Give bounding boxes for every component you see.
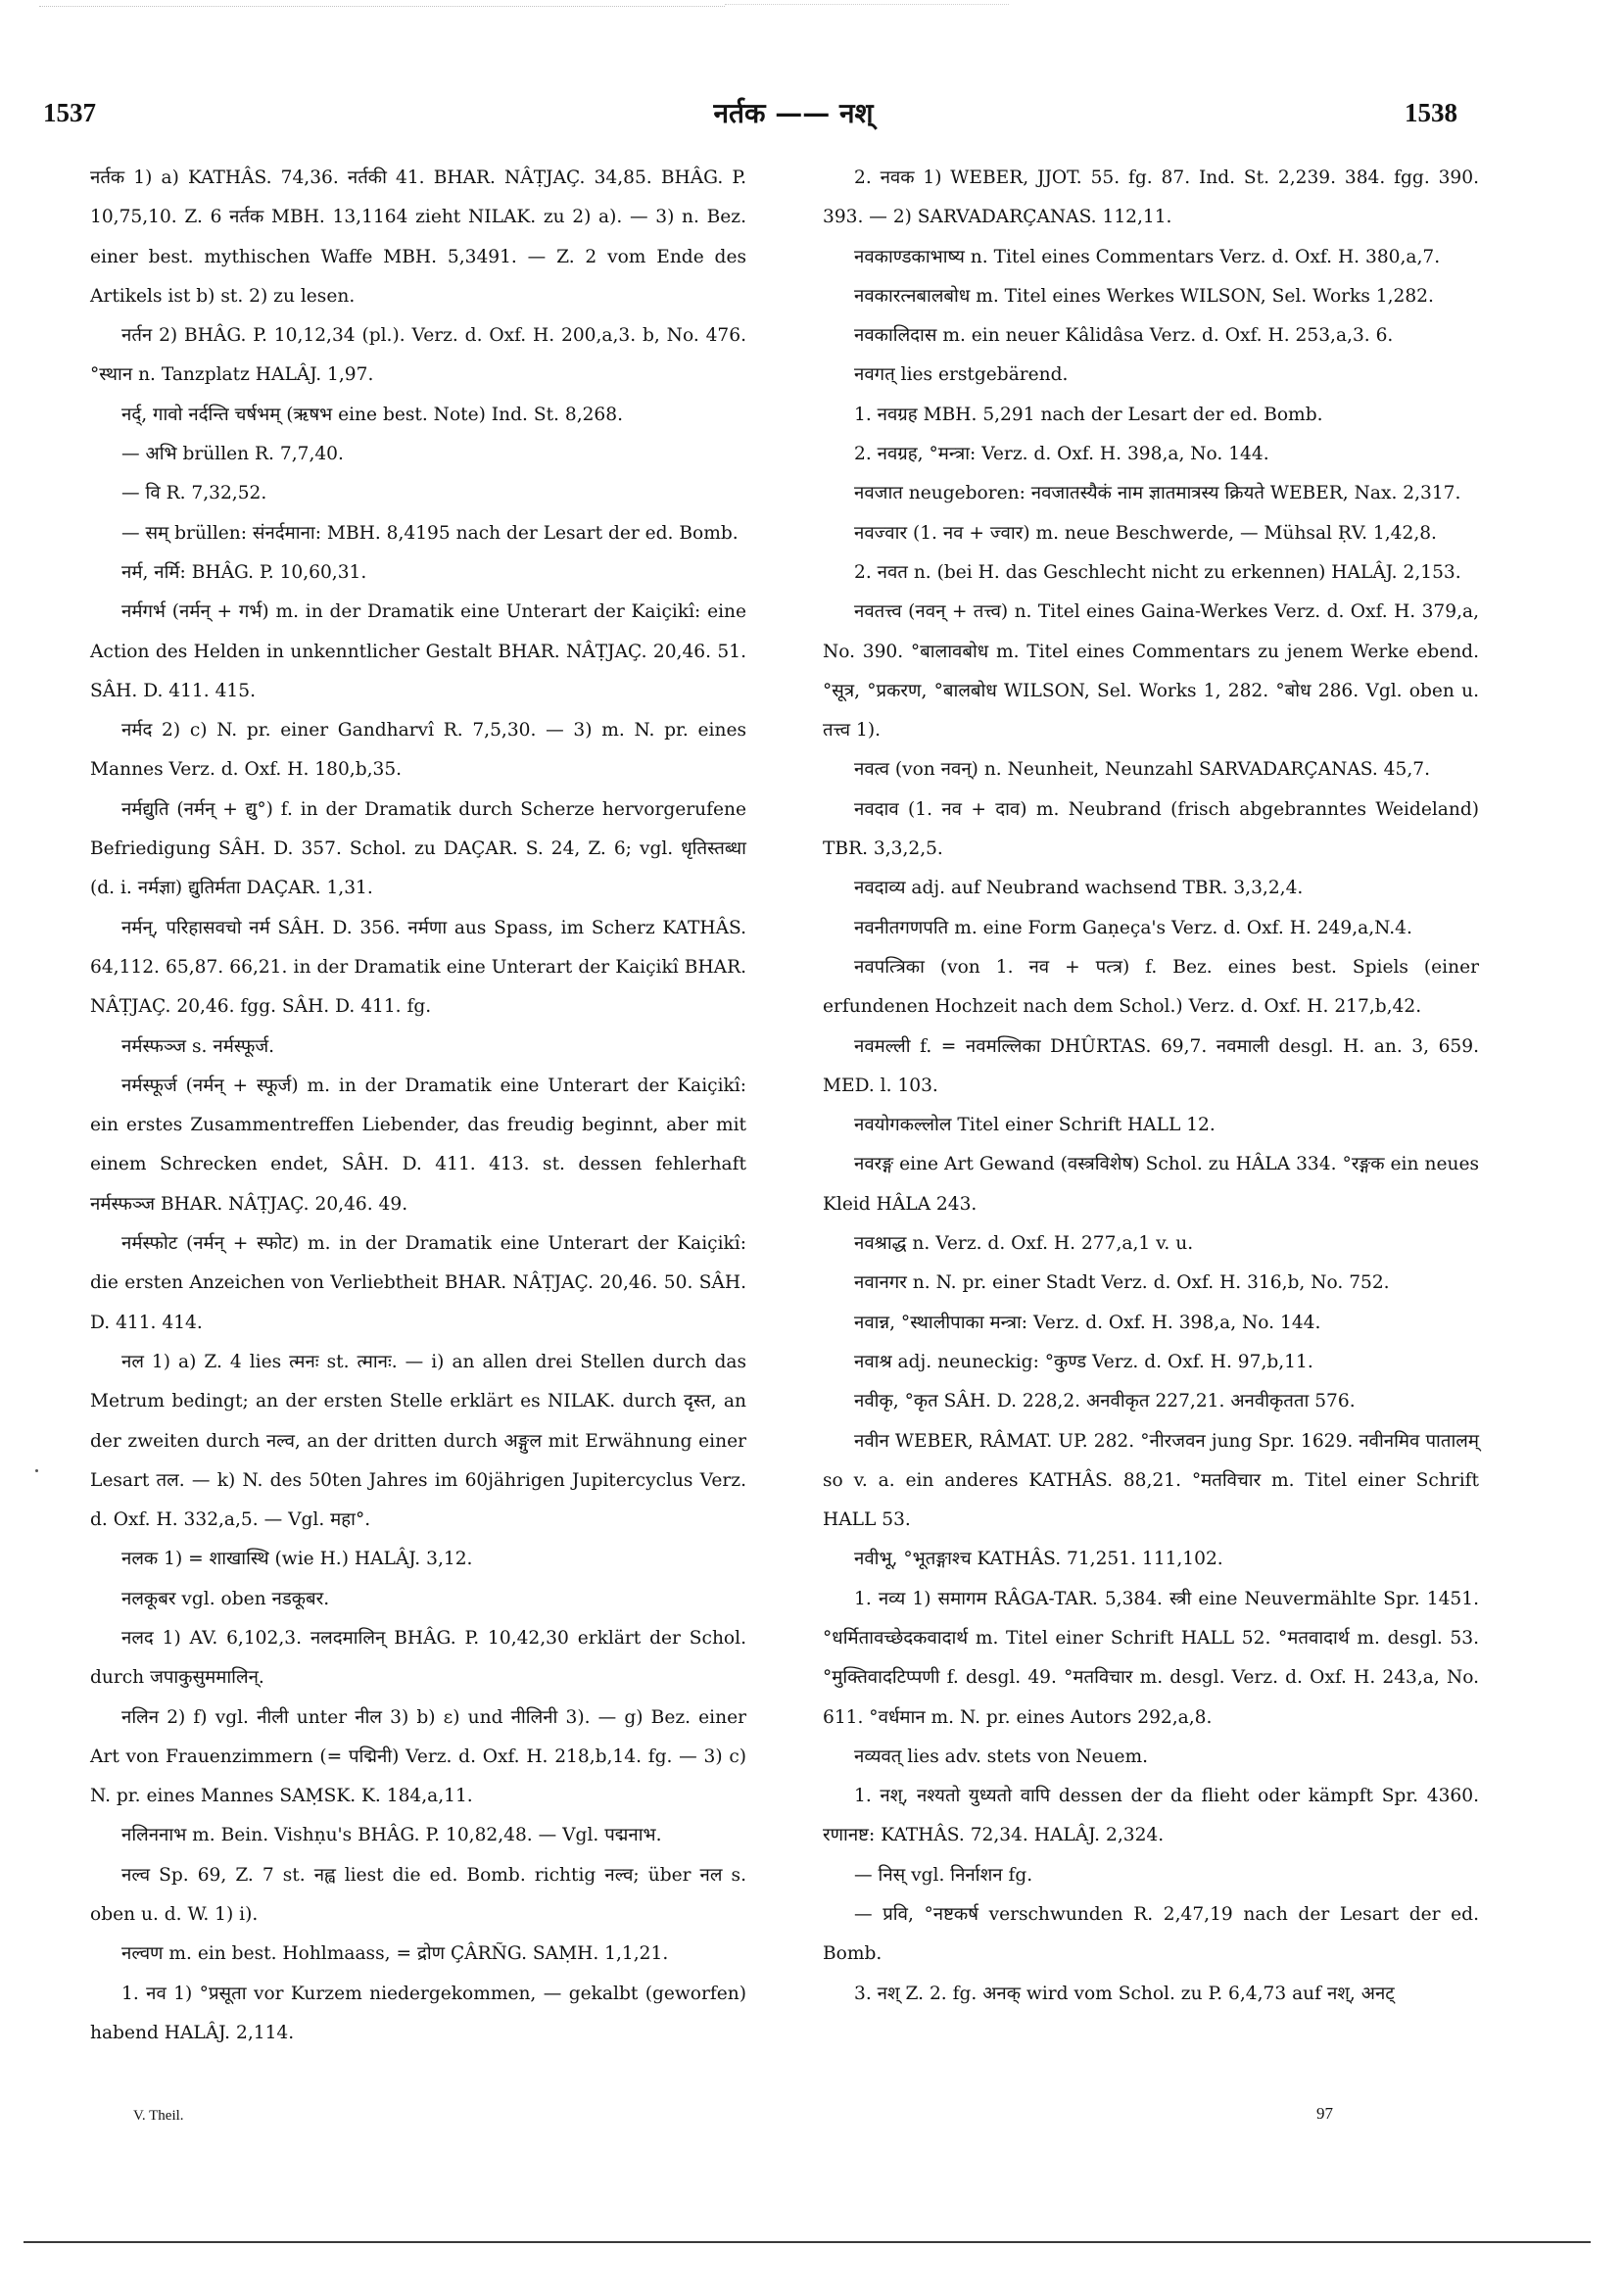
dictionary-entry: नर्मस्फञ्ज s. नर्मस्फूर्ज. <box>121 1035 275 1057</box>
scan-artifact <box>39 6 725 11</box>
dictionary-entry: 3. नश् Z. 2. fg. अनक् wird vom Schol. zu P. 6,4,73 auf नश्, अनट् <box>854 1983 1395 2004</box>
left-column <box>90 159 746 2053</box>
dictionary-entry: नवकालिदास m. ein neuer Kâlidâsa Verz. d. Oxf. H. 253,a,3. 6. <box>854 325 1394 347</box>
sheet-number: 97 <box>1316 2104 1333 2123</box>
right-column <box>823 159 1479 2014</box>
dictionary-entry: — सम् brüllen: संनर्दमाना: MBH. 8,4195 nach der Lesart der ed. Bomb. <box>121 522 739 544</box>
dictionary-entry: — अभि brüllen R. 7,7,40. <box>121 444 344 465</box>
dictionary-entry: — प्रवि, °नष्टकर्ष verschwunden R. 2,47,19 nach der Lesart der ed. Bomb. <box>823 1904 1479 1965</box>
dictionary-entry: नलकूबर vgl. oben नडकूबर. <box>121 1588 330 1609</box>
dictionary-entry: नवदाव्य adj. auf Neubrand wachsend TBR. 3,3,2,4. <box>854 878 1304 899</box>
dictionary-entry: नवमल्ली f. = नवमल्लिका DHÛRTAS. 69,7. नवमाली desgl. H. an. 3, 659. MED. l. 103. <box>823 1035 1479 1096</box>
dictionary-entry: नवत्व (von नवन्) n. Neunheit, Neunzahl SARVADARÇANAS. 45,7. <box>854 759 1430 781</box>
dictionary-entry: नवगत् lies erstgebärend. <box>854 364 1069 386</box>
dictionary-entry: नवपत्त्रिका (von 1. नव + पत्त्र) f. Bez. eines best. Spiels (einer erfundenen Hochzeit nach dem Schol.) Verz. d. Oxf. H. 217,b,42. <box>823 956 1479 1018</box>
dictionary-entry: नवजात neugeboren: नवजातस्यैकं नाम ज्ञातमात्रस्य क्रियते WEBER, Nax. 2,317. <box>854 483 1461 504</box>
dictionary-entry: 2. नवग्रह, °मन्त्रा: Verz. d. Oxf. H. 398,a, No. 144. <box>854 444 1269 465</box>
printer-signature: V. Theil. <box>133 2108 184 2124</box>
scan-speck <box>35 1469 38 1472</box>
dictionary-entry: नवीन WEBER, RÂMAT. UP. 282. °नीरजवन jung Spr. 1629. नवीनमिव पातालम् so v. a. ein anderes KATHÂS. 88,21. °मतविचार m. Titel einer Schrift HALL 53. <box>823 1430 1479 1531</box>
dictionary-entry: नर्तक 1) a) KATHÂS. 74,36. नर्तकी 41. BHAR. NÂṬJAÇ. 34,85. BHÂG. P. 10,75,10. Z. 6 नर्तक MBH. 13,1164 zieht NILAK. zu 2) a). — 3) n. Bez. einer best. mythischen Waffe MBH. 5,3491. — Z. 2 vom Ende des Artikels ist b) st. 2) zu lesen. <box>90 167 746 307</box>
dictionary-entry: नवतत्त्व (नवन् + तत्त्व) n. Titel eines Gaina-Werkes Verz. d. Oxf. H. 379,a, No. 390. °बालावबोध m. Titel eines Commentars zu jenem Werke ebend. °सूत्र, °प्रकरण, °बालबोध WILSON, Sel. Works 1, 282. °बोध 286. Vgl. oben u. तत्त्व 1). <box>823 601 1479 741</box>
dictionary-entry: — वि R. 7,32,52. <box>121 483 267 504</box>
dictionary-entry: 2. नवत n. (bei H. das Geschlecht nicht zu erkennen) HALÂJ. 2,153. <box>854 561 1461 583</box>
dictionary-entry: नर्मगर्भ (नर्मन् + गर्भ) m. in der Dramatik eine Unterart der Kaiçikî: eine Action des Helden in unkenntlicher Gestalt BHAR. NÂṬJAÇ. 20,46. 51. SÂH. D. 411. 415. <box>90 601 746 701</box>
dictionary-entry: नवज्वार (1. नव + ज्वार) m. neue Beschwerde, — Mühsal ṚV. 1,42,8. <box>854 522 1437 544</box>
dictionary-entry: नर्मन्, परिहासवचो नर्म SÂH. D. 356. नर्मणा aus Spass, im Scherz KATHÂS. 64,112. 65,87. 66,21. in der Dramatik eine Unterart der Kaiçikî BHAR. NÂṬJAÇ. 20,46. fgg. SÂH. D. 411. fg. <box>90 917 746 1018</box>
running-head: नर्तक —— नश् <box>713 97 874 129</box>
dictionary-entry: नलिन 2) f) vgl. नीली unter नील 3) b) ε) und नीलिनी 3). — g) Bez. einer Art von Frauenzimmern (= पद्मिनी) Verz. d. Oxf. H. 218,b,14. fg. — 3) c) N. pr. eines Mannes SAṂSK. K. 184,a,11. <box>90 1706 746 1807</box>
dictionary-entry: नवयोगकल्लोल Titel einer Schrift HALL 12. <box>854 1115 1216 1136</box>
dictionary-entry: नलिननाभ m. Bein. Vishṇu's BHÂG. P. 10,82,48. — Vgl. पद्मनाभ. <box>121 1825 662 1846</box>
dictionary-entry: नवीभू, °भूतङ्गाश्च KATHÂS. 71,251. 111,102. <box>854 1549 1223 1570</box>
dictionary-entry: नलद 1) AV. 6,102,3. नलदमालिन् BHÂG. P. 10,42,30 erklärt der Schol. durch जपाकुसुममालिन्. <box>90 1627 746 1689</box>
dictionary-entry: नर्मस्फूर्ज (नर्मन् + स्फूर्ज) m. in der Dramatik eine Unterart der Kaiçikî: ein erstes Zusammentreffen Liebender, das freudig beginnt, aber mit einem Schrecken endet, SÂH. D. 411. 413. st. dessen fehlerhaft नर्मस्फञ्ज BHAR. NÂṬJAÇ. 20,46. 49. <box>90 1075 746 1215</box>
page-number-left: 1537 <box>43 98 96 127</box>
dictionary-entry: 1. नश्, नश्यतो युध्यतो वापि dessen der da flieht oder kämpft Spr. 4360. रणानष्ट: KATHÂS. 72,34. HALÂJ. 2,324. <box>823 1786 1479 1846</box>
dictionary-entry: नवदाव (1. नव + दाव) m. Neubrand (frisch abgebranntes Weideland) TBR. 3,3,2,5. <box>823 798 1479 860</box>
dictionary-entry: नवनीतगणपति m. eine Form Gaṇeça's Verz. d. Oxf. H. 249,a,N.4. <box>854 917 1412 938</box>
dictionary-entry: नव्यवत् lies adv. stets von Neuem. <box>854 1746 1149 1767</box>
dictionary-entry: नर्मद्युति (नर्मन् + द्यु°) f. in der Dramatik durch Scherze hervorgerufene Befriedigung SÂH. D. 357. Schol. zu DAÇAR. S. 24, Z. 6; vgl. धृतिस्तब्धा (d. i. नर्मज्ञा) द्युतिर्मता DAÇAR. 1,31. <box>90 798 746 899</box>
dictionary-entry: नर्द्, गावो नर्दन्ति चर्षभम् (ऋषभ eine best. Note) Ind. St. 8,268. <box>121 404 624 425</box>
dictionary-entry: नवरङ्ग eine Art Gewand (वस्त्रविशेष) Schol. zu HÂLA 334. °रङ्गक ein neues Kleid HÂLA 243. <box>823 1154 1479 1215</box>
dictionary-entry: नवकारत्नबालबोध m. Titel eines Werkes WILSON, Sel. Works 1,282. <box>854 285 1434 307</box>
dictionary-entry: नलक 1) = शाखास्थि (wie H.) HALÂJ. 3,12. <box>121 1549 473 1570</box>
dictionary-entry: नवश्राद्ध n. Verz. d. Oxf. H. 277,a,1 v. u. <box>854 1233 1194 1255</box>
dictionary-entry: नर्म, नर्मि: BHÂG. P. 10,60,31. <box>121 561 367 583</box>
scan-artifact <box>725 4 1009 9</box>
dictionary-entry: 1. नवग्रह MBH. 5,291 nach der Lesart der ed. Bomb. <box>854 404 1323 425</box>
dictionary-entry: नवानगर n. N. pr. einer Stadt Verz. d. Oxf. H. 316,b, No. 752. <box>854 1272 1390 1294</box>
dictionary-entry: नल्वण m. ein best. Hohlmaass, = द्रोण ÇÂRÑG. SAṂH. 1,1,21. <box>121 1943 669 1965</box>
dictionary-entry: 2. नवक 1) WEBER, JJOT. 55. fg. 87. Ind. St. 2,239. 384. fgg. 390. 393. — 2) SARVADARÇANAS. 112,11. <box>823 167 1479 228</box>
dictionary-entry: नर्मस्फोट (नर्मन् + स्फोट) m. in der Dramatik eine Unterart der Kaiçikî: die ersten Anzeichen von Verliebtheit BHAR. NÂṬJAÇ. 20,46. 50. SÂH. D. 411. 414. <box>90 1233 746 1333</box>
dictionary-entry: नल्व Sp. 69, Z. 7 st. नह्व liest die ed. Bomb. richtig नल्व; über नल s. oben u. d. W. 1) i). <box>90 1864 746 1926</box>
page-number-right: 1538 <box>1405 98 1457 127</box>
dictionary-entry: नल 1) a) Z. 4 lies त्मनः st. त्मानः. — i) an allen drei Stellen durch das Metrum bedingt; an der ersten Stelle erklärt es NILAK. durch दृस्त, an der zweiten durch नल्व, an der dritten durch अङ्गुल mit Erwähnung einer Lesart तल. — k) N. des 50ten Jahres im 60jährigen Jupitercyclus Verz. d. Oxf. H. 332,a,5. — Vgl. महा°. <box>90 1351 746 1531</box>
dictionary-entry: — निस् vgl. निर्नाशन fg. <box>854 1864 1033 1886</box>
dictionary-entry: नवीकृ, °कृत SÂH. D. 228,2. अनवीकृत 227,21. अनवीकृतता 576. <box>854 1391 1356 1412</box>
page-bottom-rule <box>24 2241 1591 2243</box>
dictionary-entry: नवकाण्डकाभाष्य n. Titel eines Commentars Verz. d. Oxf. H. 380,a,7. <box>854 246 1441 267</box>
dictionary-entry: 1. नव 1) °प्रसूता vor Kurzem niedergekommen, — gekalbt (geworfen) habend HALÂJ. 2,114. <box>90 1983 746 2043</box>
dictionary-entry: नर्मद 2) c) N. pr. einer Gandharvî R. 7,5,30. — 3) m. N. pr. eines Mannes Verz. d. Oxf. H. 180,b,35. <box>90 720 746 781</box>
dictionary-entry: नर्तन 2) BHÂG. P. 10,12,34 (pl.). Verz. d. Oxf. H. 200,a,3. b, No. 476. °स्थान n. Tanzplatz HALÂJ. 1,97. <box>90 325 746 386</box>
dictionary-entry: नवाश्र adj. neuneckig: °कुण्ड Verz. d. Oxf. H. 97,b,11. <box>854 1351 1313 1372</box>
dictionary-entry: 1. नव्य 1) समागम RÂGA-TAR. 5,384. स्त्री eine Neuvermählte Spr. 1451. °धर्मितावच्छेदकवादार्थ m. Titel einer Schrift HALL 52. °मतवादार्थ m. desgl. 53. °मुक्तिवादटिप्पणी f. desgl. 49. °मतविचार m. desgl. Verz. d. Oxf. H. 243,a, No. 611. °वर्धमान m. N. pr. eines Autors 292,a,8. <box>823 1588 1479 1728</box>
dictionary-entry: नवान्न, °स्थालीपाका मन्त्रा: Verz. d. Oxf. H. 398,a, No. 144. <box>854 1312 1321 1333</box>
